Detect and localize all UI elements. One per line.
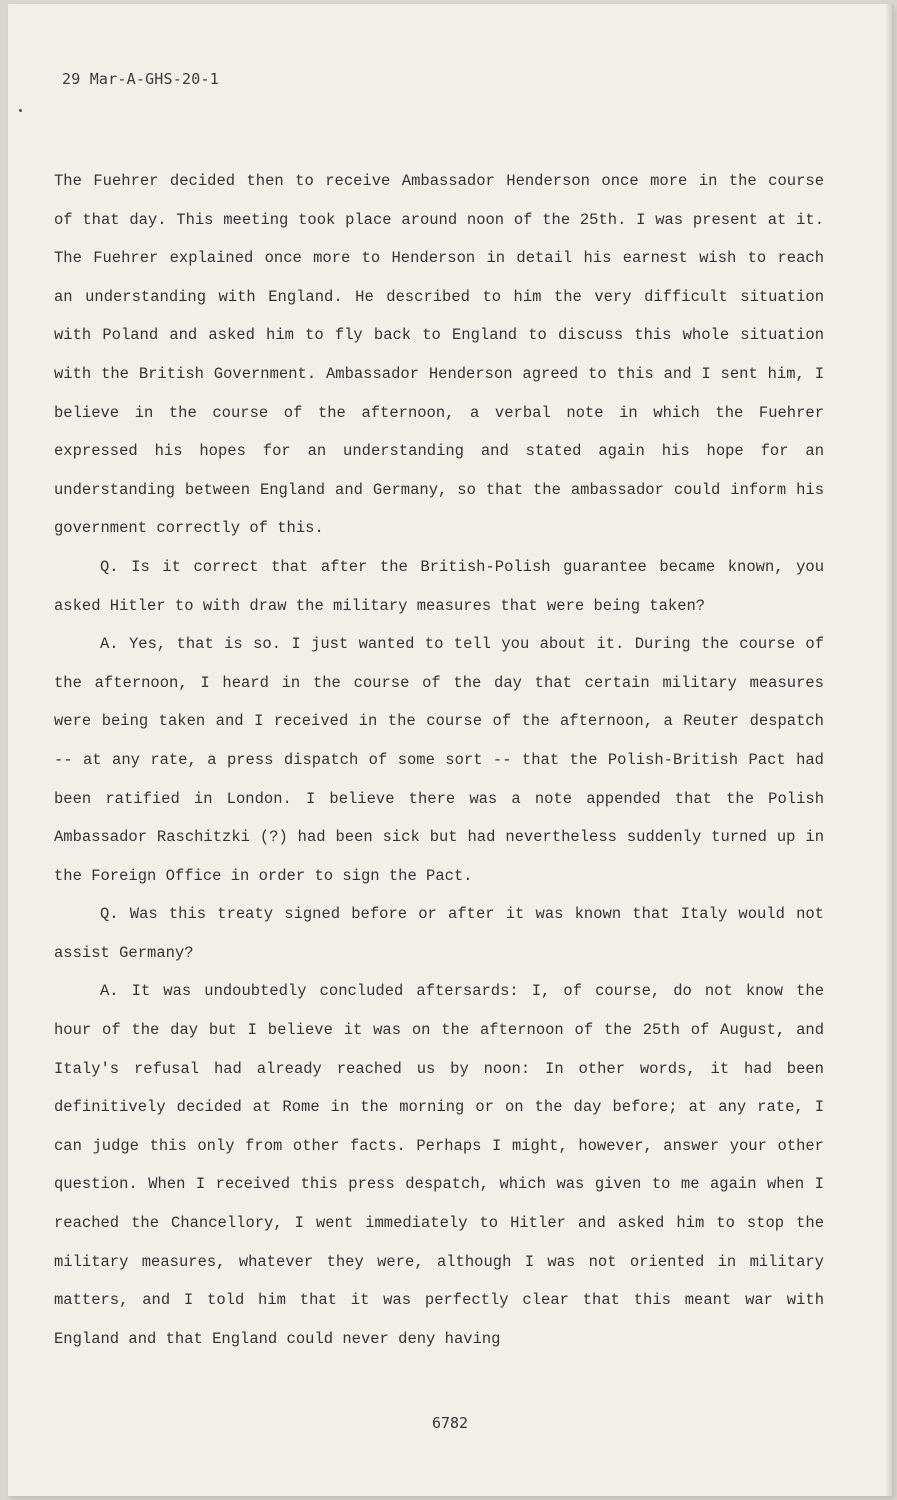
stray-mark bbox=[19, 109, 22, 112]
paragraph-narrative: The Fuehrer decided then to receive Ambassador Henderson once more in the course of that day. This meeting took place around noon of the 25th. I was present at it. The Fuehrer explained once more to Henderson in detail his earnest wish to reach an understanding with England. He described to him the very difficult situation with Poland and asked him to fly back to England to discuss this whole situation with the British Government. Ambassador Henderson agreed to this and I sent him, I believe in the course of the afternoon, a verbal note in which the Fuehrer expressed his hopes for an understanding and stated again his hope for an understanding between England and Germany, so that the ambassador could inform his government correctly of this. bbox=[54, 172, 824, 538]
paragraph-answer-1: A. Yes, that is so. I just wanted to tell you about it. During the course of the afternoon, I heard in the course of the day that certain military measures were being taken and I received in the course of the afternoon, a Reuter despatch -- at any rate, a press dispatch of some sort -- that the Polish-British Pact had been ratified in London. I believe there was a note appended that the Polish Ambassador Raschitzki (?) had been sick but had nevertheless suddenly turned up in the Foreign Office in order to sign the Pact. bbox=[54, 635, 824, 885]
paragraph-answer-2: A. It was undoubtedly concluded aftersards: I, of course, do not know the hour of the day but I believe it was on the afternoon of the 25th of August, and Italy's refusal had already reached us by noon: In other words, it had been definitively decided at Rome in the morning or on the day before; at any rate, I can judge this only from other facts. Perhaps I might, however, answer your other question. When I received this press despatch, which was given to me again when I reached the Chancellory, I went immediately to Hitler and asked him to stop the military measures, whatever they were, although I was not oriented in military matters, and I told him that it was perfectly clear that this meant war with England and that England could never deny having bbox=[54, 982, 824, 1348]
paragraph-question-1: Q. Is it correct that after the British-Polish guarantee became known, you asked Hitler to with draw the military measures that were being taken? bbox=[54, 557, 824, 615]
document-id-header: 29 Mar-A-GHS-20-1 bbox=[62, 70, 219, 88]
page-number: 6782 bbox=[431, 1414, 469, 1432]
transcript-body bbox=[54, 162, 824, 1358]
page-edge bbox=[886, 4, 892, 1496]
document-page bbox=[8, 4, 892, 1496]
paragraph-question-2: Q. Was this treaty signed before or after it was known that Italy would not assist Germany? bbox=[54, 905, 824, 962]
